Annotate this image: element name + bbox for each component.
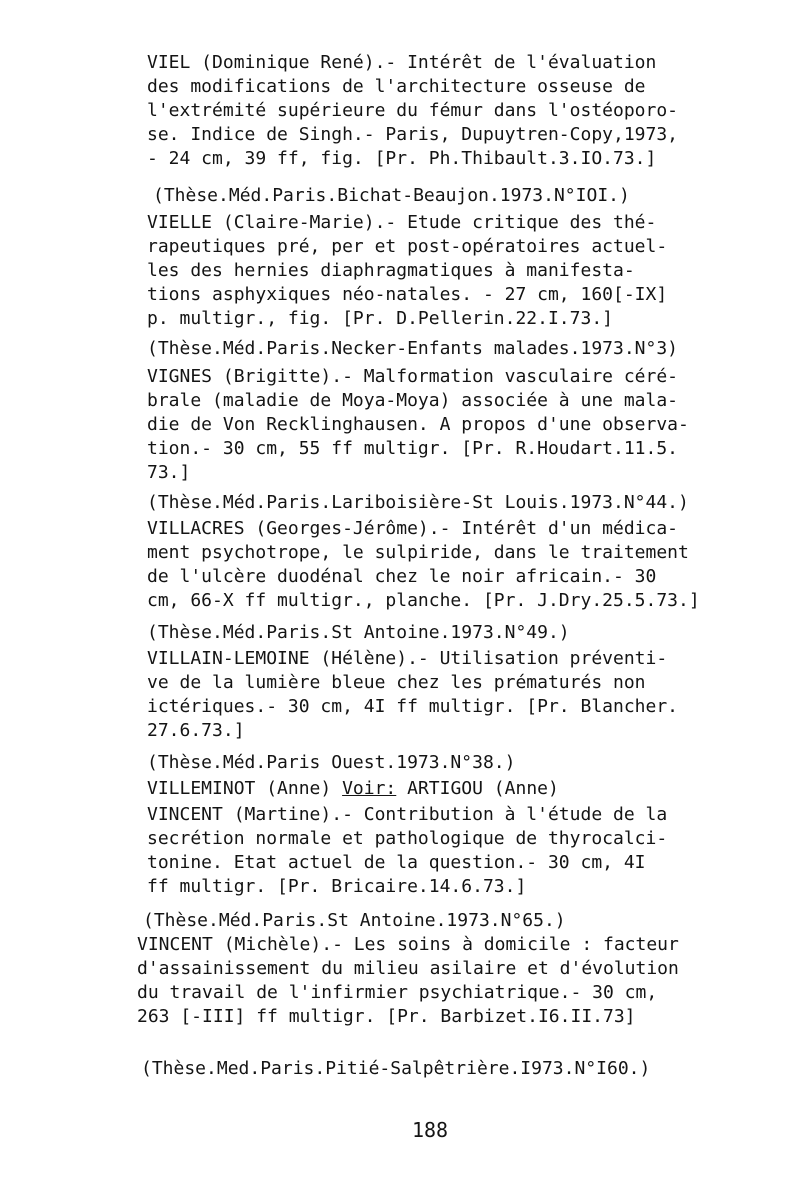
entry-line: VIEL (Dominique René).- Intérêt de l'évaluation bbox=[147, 52, 657, 73]
entry-line: VIGNES (Brigitte).- Malformation vasculaire céré- bbox=[147, 366, 679, 387]
thesis-note: (Thèse.Med.Paris.Pitié-Salpêtrière.I973.N°I60.) bbox=[141, 1058, 651, 1079]
entry-line: les des hernies diaphragmatiques à manifesta- bbox=[147, 260, 635, 281]
entry-line: ictériques.- 30 cm, 4I ff multigr. [Pr. Blancher. bbox=[147, 696, 679, 717]
entry-line: VINCENT (Martine).- Contribution à l'étude de la bbox=[147, 804, 668, 825]
entry-line: de l'ulcère duodénal chez le noir africain.- 30 bbox=[147, 566, 657, 587]
entry-line: VINCENT (Michèle).- Les soins à domicile : facteur bbox=[137, 934, 679, 955]
entry-line: ment psychotrope, le sulpiride, dans le traitement bbox=[147, 542, 689, 563]
thesis-note: (Thèse.Méd.Paris.Bichat-Beaujon.1973.N°IOI.) bbox=[153, 185, 630, 206]
thesis-note: (Thèse.Méd.Paris.Necker-Enfants malades.1973.N°3) bbox=[147, 338, 679, 359]
entry-line: se. Indice de Singh.- Paris, Dupuytren-Copy,1973, bbox=[147, 124, 679, 145]
voir-label: Voir: bbox=[342, 778, 397, 799]
entry-line: des modifications de l'architecture osseuse de bbox=[147, 76, 646, 97]
entry-line: VILLACRES (Georges-Jérôme).- Intérêt d'un médica- bbox=[147, 518, 679, 539]
entry-line: cm, 66-X ff multigr., planche. [Pr. J.Dry.25.5.73.] bbox=[147, 590, 700, 611]
xref-name: VILLEMINOT (Anne) bbox=[147, 778, 332, 799]
thesis-note: (Thèse.Méd.Paris.St Antoine.1973.N°65.) bbox=[143, 910, 566, 931]
entry-line: tonine. Etat actuel de la question.- 30 cm, 4I bbox=[147, 852, 646, 873]
entry-line: die de Von Recklinghausen. A propos d'une observa- bbox=[147, 414, 689, 435]
entry-line: tion.- 30 cm, 55 ff multigr. [Pr. R.Houdart.11.5. bbox=[147, 438, 679, 459]
entry-line: 27.6.73.] bbox=[147, 720, 245, 741]
entry-line: VILLAIN-LEMOINE (Hélène).- Utilisation préventi- bbox=[147, 648, 668, 669]
entry-line: 263 [-III] ff multigr. [Pr. Barbizet.I6.II.73] bbox=[137, 1006, 636, 1027]
cross-reference bbox=[147, 778, 559, 800]
entry-line: tions asphyxiques néo-natales. - 27 cm, 160[-IX] bbox=[147, 284, 668, 305]
entry-line: 73.] bbox=[147, 462, 191, 483]
entry-line: p. multigr., fig. [Pr. D.Pellerin.22.I.73.] bbox=[147, 308, 613, 329]
xref-target: ARTIGOU (Anne) bbox=[407, 778, 559, 799]
entry-line: rapeutiques pré, per et post-opératoires actuel- bbox=[147, 236, 668, 257]
entry-line: d'assainissement du milieu asilaire et d'évolution bbox=[137, 958, 679, 979]
thesis-note: (Thèse.Méd.Paris.St Antoine.1973.N°49.) bbox=[147, 622, 570, 643]
entry-line: l'extrémité supérieure du fémur dans l'ostéoporo- bbox=[147, 100, 679, 121]
entry-line: du travail de l'infirmier psychiatrique.- 30 cm, bbox=[137, 982, 658, 1003]
entry-line: ve de la lumière bleue chez les prématurés non bbox=[147, 672, 646, 693]
entry-line: VIELLE (Claire-Marie).- Etude critique des thé- bbox=[147, 212, 657, 233]
thesis-note: (Thèse.Méd.Paris Ouest.1973.N°38.) bbox=[147, 752, 516, 773]
page-number: 188 bbox=[411, 1118, 449, 1142]
thesis-note: (Thèse.Méd.Paris.Lariboisière-St Louis.1973.N°44.) bbox=[147, 492, 689, 513]
entry-line: - 24 cm, 39 ff, fig. [Pr. Ph.Thibault.3.IO.73.] bbox=[147, 148, 657, 169]
entry-line: brale (maladie de Moya-Moya) associée à une mala- bbox=[147, 390, 679, 411]
entry-line: secrétion normale et pathologique de thyrocalci- bbox=[147, 828, 668, 849]
entry-line: ff multigr. [Pr. Bricaire.14.6.73.] bbox=[147, 876, 527, 897]
